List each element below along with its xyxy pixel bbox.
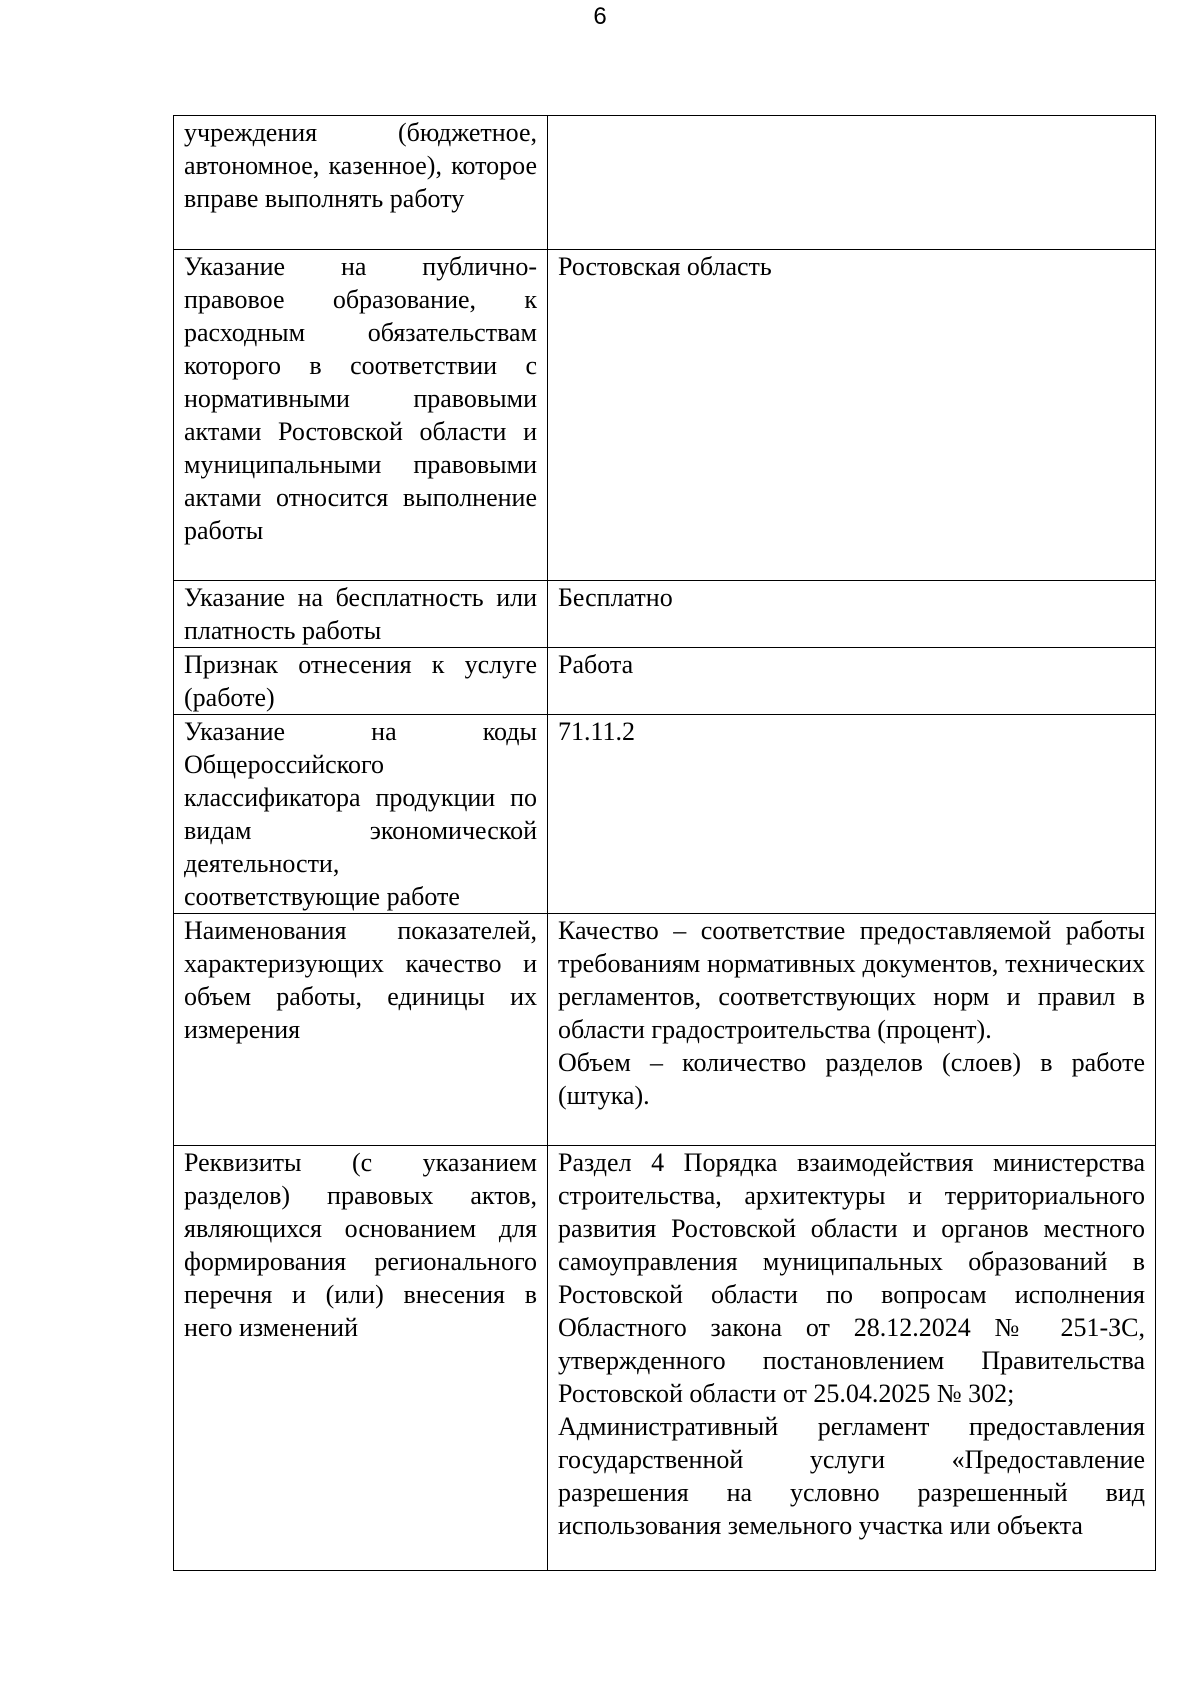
row-label-cell	[174, 1146, 548, 1571]
row-value-cell	[548, 715, 1156, 914]
row-label-cell	[174, 648, 548, 715]
table-row	[174, 1146, 1156, 1571]
row-value-cell	[548, 648, 1156, 715]
row-value-paragraph: Объем – количество разделов (слоев) в работе (штука).	[558, 1048, 1145, 1110]
row-label: Указание на коды Общероссийского классификатора продукции по видам экономической деятельности, соответствующие работе	[184, 717, 537, 911]
table-row	[174, 715, 1156, 914]
row-value-paragraph: Административный регламент предоставления государственной услуги «Предоставление разрешения на условно разрешенный вид использования земельного участка или объекта	[558, 1412, 1145, 1540]
row-label: Наименования показателей, характеризующих качество и объем работы, единицы их измерения	[184, 916, 537, 1044]
row-label-cell	[174, 715, 548, 914]
table-body	[174, 116, 1156, 1571]
row-value-paragraph: Работа	[558, 650, 634, 679]
row-label-cell	[174, 116, 548, 250]
table-row	[174, 250, 1156, 581]
row-label-cell	[174, 581, 548, 648]
row-value-paragraph: Раздел 4 Порядка взаимодействия министерства строительства, архитектуры и территориального развития Ростовской области и органов местного самоуправления муниципальных образований в Ростовской области по вопросам исполнения Областного закона от 28.12.2024 № 251-ЗС, утвержденного постановлением Правительства Ростовской области от 25.04.2025 № 302;	[558, 1148, 1145, 1408]
row-value-paragraph: 71.11.2	[558, 717, 636, 746]
table-row	[174, 914, 1156, 1146]
table-row	[174, 116, 1156, 250]
row-label: учреждения (бюджетное, автономное, казенное), которое вправе выполнять работу	[184, 118, 537, 213]
table-row	[174, 648, 1156, 715]
document-table	[173, 115, 1156, 1571]
row-label: Указание на публично-правовое образование, к расходным обязательствам которого в соответствии с нормативными правовыми актами Ростовской области и муниципальными правовыми актами относится выполнение работы	[184, 252, 537, 545]
row-label-cell	[174, 250, 548, 581]
row-label-cell	[174, 914, 548, 1146]
row-label: Признак отнесения к услуге (работе)	[184, 650, 537, 712]
row-value-paragraph: Ростовская область	[558, 252, 772, 281]
row-value-cell	[548, 581, 1156, 648]
table-row	[174, 581, 1156, 648]
row-value-cell	[548, 914, 1156, 1146]
row-value-cell	[548, 1146, 1156, 1571]
row-value-paragraph: Качество – соответствие предоставляемой работы требованиям нормативных документов, технических регламентов, соответствующих норм и правил в области градостроительства (процент).	[558, 916, 1145, 1044]
row-value-cell	[548, 250, 1156, 581]
row-value-paragraph: Бесплатно	[558, 583, 673, 612]
page-number: 6	[593, 3, 607, 30]
row-label: Реквизиты (с указанием разделов) правовых актов, являющихся основанием для формирования регионального перечня и (или) внесения в него изменений	[184, 1148, 537, 1342]
row-label: Указание на бесплатность или платность работы	[184, 583, 537, 645]
row-value-cell	[548, 116, 1156, 250]
